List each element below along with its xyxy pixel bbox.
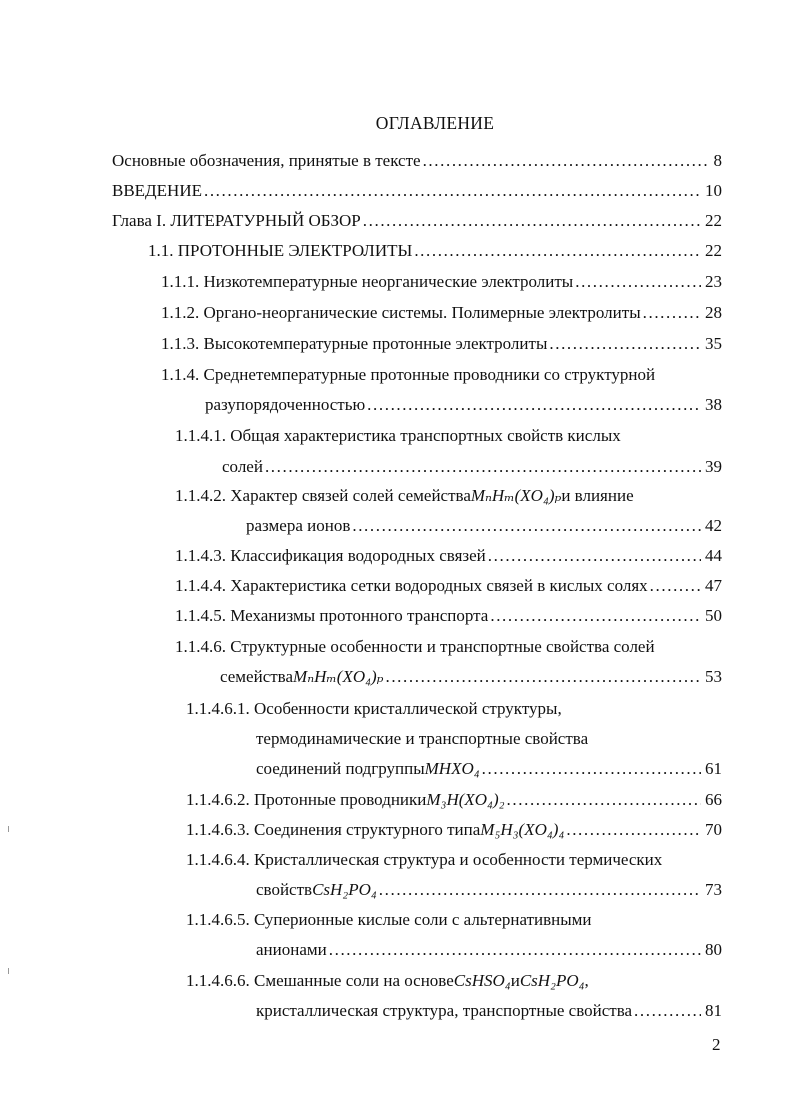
dot-leader — [379, 879, 701, 901]
chemical-formula: M₃H(XO₄)₂ — [426, 790, 505, 809]
toc-page-number: 39 — [705, 457, 722, 476]
toc-entry-text: 1.1.1. Низкотемпературные неорганические электролиты — [161, 272, 574, 291]
chemical-formula: M₅H₃(XO₄)₄ — [480, 820, 565, 839]
toc-page-number: 10 — [705, 181, 722, 200]
toc-page-number: 44 — [705, 546, 722, 565]
toc-entry-text: 1.1.4.5. Механизмы протонного транспорта — [175, 606, 489, 625]
dot-leader — [650, 575, 701, 597]
dot-leader — [385, 666, 701, 688]
dot-leader — [363, 210, 701, 232]
dot-leader — [643, 302, 701, 324]
toc-entry-text: термодинамические и транспортные свойства — [256, 729, 589, 748]
chemical-formula: MₙHₘ(XO₄)ₚ — [293, 667, 384, 686]
toc-entry-text: 1.1.4.6.3. Соединения структурного типа — [186, 820, 481, 839]
toc-entry-text: 1.1.4.6.1. Особенности кристаллической структуры, — [186, 699, 562, 718]
toc-entry[interactable] — [161, 302, 722, 324]
toc-entry[interactable] — [112, 210, 722, 232]
toc-entry[interactable] — [186, 789, 722, 811]
toc-entry-text: и — [510, 971, 520, 990]
page-number: 2 — [712, 1035, 721, 1054]
toc-entry-text: соединений подгруппы — [256, 759, 425, 778]
dot-leader — [490, 605, 701, 627]
toc-entry-text: размера ионов — [246, 516, 351, 535]
toc-entry[interactable] — [186, 970, 589, 992]
dot-leader — [414, 240, 701, 262]
chemical-formula: CsHSO₄ — [453, 971, 511, 990]
toc-page-number: 35 — [705, 334, 722, 353]
toc-entry-text: 1.1.3. Высокотемпературные протонные электролиты — [161, 334, 548, 353]
toc-page-number: 73 — [705, 880, 722, 899]
toc-entry-text: 1.1.4.6.5. Суперионные кислые соли с альтернативными — [186, 910, 592, 929]
toc-entry-continuation[interactable] — [222, 456, 722, 478]
toc-entry[interactable] — [186, 909, 592, 931]
toc-entry-text: семейства — [220, 667, 294, 686]
toc-entry-continuation[interactable] — [256, 939, 722, 961]
toc-entry-text: 1.1. ПРОТОННЫЕ ЭЛЕКТРОЛИТЫ — [148, 241, 413, 260]
toc-entry-text: свойств — [256, 880, 313, 899]
toc-page-number: 50 — [705, 606, 722, 625]
toc-entry-text: анионами — [256, 940, 327, 959]
toc-page-number: 47 — [705, 576, 722, 595]
toc-entry-continuation[interactable] — [256, 728, 588, 750]
chemical-formula: CsH₂PO₄ — [519, 971, 585, 990]
dot-leader — [575, 271, 701, 293]
toc-page-number: 42 — [705, 516, 722, 535]
dot-leader — [204, 180, 701, 202]
scan-mark — [8, 968, 9, 974]
toc-page-number: 61 — [705, 759, 722, 778]
toc-entry-text: кристаллическая структура, транспортные свойства — [256, 1001, 633, 1020]
toc-entry-text: 1.1.4.6.2. Протонные проводники — [186, 790, 427, 809]
toc-page-number: 81 — [705, 1001, 722, 1020]
toc-entry[interactable] — [175, 545, 722, 567]
toc-entry-text: солей — [222, 457, 263, 476]
toc-entry-continuation[interactable] — [256, 1000, 722, 1022]
toc-page-number: 53 — [705, 667, 722, 686]
toc-page-number: 28 — [705, 303, 722, 322]
toc-entry[interactable] — [112, 150, 722, 172]
dot-leader — [507, 789, 701, 811]
toc-entry-text: , — [584, 971, 589, 990]
toc-entry-text: 1.1.4.6.4. Кристаллическая структура и особенности термических — [186, 850, 663, 869]
scan-mark — [8, 826, 9, 832]
toc-page-number: 66 — [705, 790, 722, 809]
toc-entry[interactable] — [186, 819, 722, 841]
toc-entry-text: Основные обозначения, принятые в тексте — [112, 151, 421, 170]
toc-page-number: 23 — [705, 272, 722, 291]
dot-leader — [482, 758, 701, 780]
toc-entry-continuation[interactable] — [246, 515, 722, 537]
toc-entry[interactable] — [175, 636, 655, 658]
chemical-formula: CsH₂PO₄ — [312, 880, 377, 899]
toc-entry-text: разупорядоченностью — [205, 395, 366, 414]
toc-entry[interactable] — [175, 425, 621, 447]
dot-leader — [352, 515, 701, 537]
dot-leader — [549, 333, 701, 355]
dot-leader — [367, 394, 701, 416]
toc-page-number: 22 — [705, 211, 722, 230]
toc-page-number: 22 — [705, 241, 722, 260]
toc-entry-continuation[interactable] — [256, 879, 722, 901]
toc-entry[interactable] — [161, 364, 655, 386]
dot-leader — [423, 150, 710, 172]
toc-entry-text: ВВЕДЕНИЕ — [112, 181, 202, 200]
dot-leader — [488, 545, 701, 567]
toc-entry[interactable] — [186, 849, 662, 871]
toc-entry-text: 1.1.4.1. Общая характеристика транспортных свойств кислых — [175, 426, 621, 445]
toc-entry-continuation[interactable] — [205, 394, 722, 416]
toc-entry-text: 1.1.4. Среднетемпературные протонные проводники со структурной — [161, 365, 656, 384]
toc-entry-text: Глава I. ЛИТЕРАТУРНЫЙ ОБЗОР — [112, 211, 361, 230]
toc-entry-continuation[interactable] — [220, 666, 722, 688]
toc-entry[interactable] — [161, 333, 722, 355]
toc-entry-text: 1.1.4.2. Характер связей солей семейства — [175, 486, 471, 505]
toc-entry-text: 1.1.4.6.6. Смешанные соли на основе — [186, 971, 454, 990]
toc-entry[interactable] — [175, 605, 722, 627]
dot-leader — [566, 819, 701, 841]
toc-page-number: 80 — [705, 940, 722, 959]
toc-entry-text: 1.1.2. Органо-неорганические системы. Полимерные электролиты — [161, 303, 641, 322]
toc-page-number: 38 — [705, 395, 722, 414]
toc-page-number: 8 — [713, 151, 722, 170]
toc-entry-text: 1.1.4.6. Структурные особенности и транспортные свойства солей — [175, 637, 655, 656]
toc-entry[interactable] — [175, 485, 634, 507]
dot-leader — [634, 1000, 701, 1022]
toc-entry-text: 1.1.4.4. Характеристика сетки водородных связей в кислых солях — [175, 576, 648, 595]
toc-entry[interactable] — [186, 698, 562, 720]
toc-entry[interactable] — [148, 240, 722, 262]
dot-leader — [265, 456, 701, 478]
toc-entry-text: и влияние — [561, 486, 634, 505]
chemical-formula: MₙHₘ(XO₄)ₚ — [470, 486, 562, 505]
toc-entry-text: 1.1.4.3. Классификация водородных связей — [175, 546, 486, 565]
toc-title: ОГЛАВЛЕНИЕ — [375, 113, 495, 133]
toc-entry-continuation[interactable] — [256, 758, 722, 780]
chemical-formula: MHXO₄ — [424, 759, 480, 778]
toc-entry[interactable] — [175, 575, 722, 597]
dot-leader — [329, 939, 701, 961]
toc-page-number: 70 — [705, 820, 722, 839]
toc-entry[interactable] — [112, 180, 722, 202]
toc-entry[interactable] — [161, 271, 722, 293]
